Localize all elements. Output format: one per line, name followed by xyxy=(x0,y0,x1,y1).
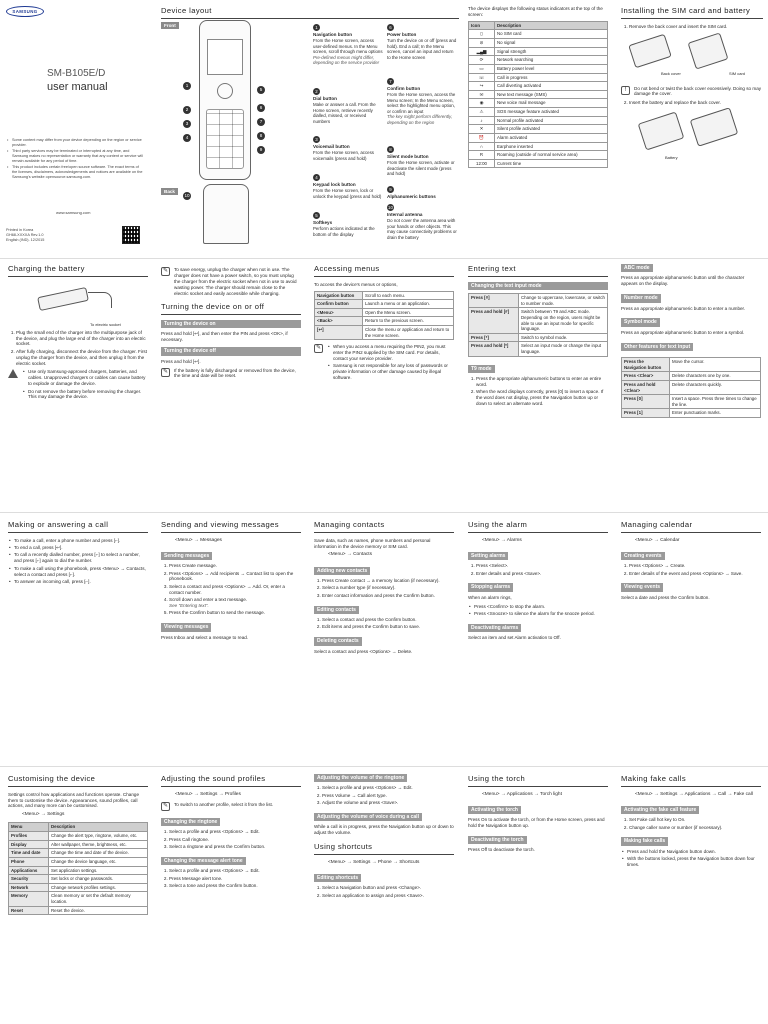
customising-panel: Customising the device Settings control how applications and functions operate. Change them to customise the device. Appearances, sound profiles, call actions, and many more can be customised. <Menu> → Settings Menu Description Profiles Change the alert type, ringtone, volume, etc. Display Alter wallpaper, theme, brightness, etc. Time and date Change the time and date of the device. Phone Change the device language, etc. Applications Set application settings. Security Set locks or change passwords. Network Change network profiles settings. Memory Clean memory or set the default memory location. Reset Reset the device. xyxy=(8,774,148,919)
phone-front-illustration xyxy=(199,20,251,180)
keypad xyxy=(206,109,244,169)
callout-9: 9 xyxy=(257,146,265,154)
device-layout-panel xyxy=(161,6,459,256)
messages-panel: Sending and viewing messages <Menu> → Messages Sending messages 1. Press Create message. 2. Press <Options> → Add recipients → Contact list to open the phonebook. 3. Select a contact and press <Options> → Add. Or, enter a contact number. 4. Scroll down and enter a text message. See "Entering text". 5. Press the Confirm button to send the message. Viewing messages Press Inbox and select a message to read. xyxy=(161,520,301,644)
subsection-bar: Deactivating the torch xyxy=(468,836,527,844)
menu-path: <Menu> → Alarms xyxy=(482,537,522,543)
subsection-bar: Number mode xyxy=(621,294,661,302)
subsection-bar: Deleting contacts xyxy=(314,637,362,645)
settings-table: Menu Description Profiles Change the alert type, ringtone, volume, etc. Display Alter wallpaper, theme, brightness, etc. Time and date Change the time and date of the device. Phone Change the device language, etc. Applications Set application settings. Security Set locks or change passwords. Network Change network profiles settings. Memory Clean memory or set the default memory location. Reset Reset the device. xyxy=(8,822,148,915)
phone-screen xyxy=(207,39,243,75)
other-features-table: Press the Navigation button Move the cursor. Press <Clear> Delete characters one by one. Press and hold <Clear> Delete characters quickly. Press [0] Insert a space. Press three times to change the line. Press [1] Enter punctuation marks. xyxy=(621,357,761,418)
status-table: Icon Description ▯ No SIM card ⊘ No signal ▂▄▆ Signal strength ⟳ Network searching ▭ Battery power level ☏ Call in progress ↪ Call diverting activated ✉ New text message (SMS) ◉ New voice mail message ⚠ SOS message feature activated ♪ Normal profile activated ✕ Silent profile activated ⏰ Alarm activated ∩ Earphone inserted R Roaming (outside of normal service area) 12:00 Current time xyxy=(468,21,608,169)
section-title: Sending and viewing messages xyxy=(161,520,301,533)
subsection-bar: Viewing events xyxy=(621,583,663,591)
item-dial: 2 Dial button Make or answer a call. From the Home screen, retrieve recently dialled, missed, or received numbers xyxy=(313,89,376,124)
callout-1: 1 xyxy=(183,82,191,90)
item-keypad-lock: 4 Keypad lock button From the Home screen, lock or unlock the keypad (press and hold) xyxy=(313,175,382,199)
sim-illustration xyxy=(621,33,763,83)
call-panel: Making or answering a call • To make a call, enter a phone number and press [⌐]. • To end a call, press [↩]. • To call a recently dialled number, press [⌐] to select a number, and press [⌐] again to dial the number. • To make a call using the phonebook, press <Menu> → Contacts, select a contact and press [⌐]. • To answer an incoming call, press [⌐]. xyxy=(8,520,148,588)
item-softkeys: 5 Softkeys Perform actions indicated at the bottom of the display xyxy=(313,213,375,237)
status-icon: ✉ xyxy=(469,90,495,99)
menu-path: <Menu> → Calendar xyxy=(635,537,680,543)
subsection-bar: Sending messages xyxy=(161,552,212,560)
subsection-bar: Making fake calls xyxy=(621,837,668,845)
menus-table: Navigation button Scroll to each menu. Confirm button Launch a menu or an application. <Menu> Open the Menu screen. <Back> Return to the previous screen. [↩] Close the menu or application and return to the Home screen. xyxy=(314,291,454,341)
section-title: Accessing menus xyxy=(314,264,454,277)
subsection-bar: Turning the device on xyxy=(161,320,301,328)
alarm-panel: Using the alarm <Menu> → Alarms Setting alarms 1. Press <Select>. 2. Enter details and press <Save>. Stopping alarms When an alarm rings, • Press <Confirm> to stop the alarm. • Press <Snooze> to silence the alarm for the snooze period. Deactivating alarms Select an item and set Alarm activation to Off. xyxy=(468,520,608,644)
menu-path: <Menu> → Contacts xyxy=(328,552,372,558)
phone-back-illustration xyxy=(203,184,249,244)
section-title: Turning the device on or off xyxy=(161,302,301,315)
callout-8: 8 xyxy=(257,132,265,140)
item-confirm: 7 Confirm button From the Home screen, access the Menu screen; In the Menu screen, select the highlighted menu option, or confirm an input The key might perform differently, depending on the region xyxy=(387,79,456,125)
modes-panel: ABC mode Press an appropriate alphanumeric button until the character appears on the display. Number mode Press an appropriate alphanumeric button to enter a number. Symbol mode Press an appropriate alphanumeric button to enter a symbol. Other features for text input Press the Navigation button Move the cursor. Press <Clear> Delete characters one by one. Press and hold <Clear> Delete characters quickly. Press [0] Insert a space. Press three times to change the line. Press [1] Enter punctuation marks. xyxy=(621,264,761,422)
cover-notes xyxy=(6,138,144,181)
menu-path: <Menu> → Settings xyxy=(22,812,65,818)
note-icon: ✎ xyxy=(162,268,169,274)
phone-back-open-illustration xyxy=(688,32,729,69)
divider xyxy=(0,258,768,259)
sim-panel xyxy=(621,6,763,256)
subsection-bar: Changing the message alert tone xyxy=(161,857,246,865)
caution-note: ! Do not bend or twist the back cover excessively. Doing so may damage the cover. xyxy=(621,86,763,98)
item-alphanumeric: 9 Alphanumeric buttons xyxy=(387,187,436,199)
status-icon: ◉ xyxy=(469,99,495,108)
phone-side-illustration xyxy=(37,287,89,311)
text-input-table: Press [#] Change to uppercase, lowercase, or switch to number mode. Press and hold [#] Switch between T9 and ABC mode. Depending on the region, users might be able to use an input mode for specific language. Press [*] Switch to symbol mode. Press and hold [*] Select an input mode or change the input language. xyxy=(468,293,608,357)
subsection-bar: Turning the device off xyxy=(161,347,301,355)
sound-panel: Adjusting the sound profiles <Menu> → Settings → Profiles ✎ To switch to another profile, select it from the list. Changing the ringtone 1. Select a profile and press <Options> → Edit. 2. Press Call ringtone. 3. Select a ringtone and press the Confirm button. Changing the message alert tone 1. Select a profile and press <Options> → Edit. 2. Press Message alert tone. 3. Select a tone and press the Confirm button. xyxy=(161,774,301,892)
subsection-bar: Creating events xyxy=(621,552,665,560)
subsection-bar: Editing shortcuts xyxy=(314,874,361,882)
status-icon: 12:00 xyxy=(469,159,495,168)
status-icon: ⏰ xyxy=(469,133,495,142)
subsection-bar: ABC mode xyxy=(621,264,653,272)
menu-path: <Menu> → Settings → Phone → Shortcuts xyxy=(328,859,420,865)
section-title: Installing the SIM card and battery xyxy=(621,6,763,19)
energy-note: ✎ To save energy, unplug the charger when not in use. The charger does not have a power switch, so you must unplug the charger from the electric socket when not in use to avoid wasting power. The charger should remain close to the electric socket and easily accessible while charging. xyxy=(162,267,297,296)
charging-step: 1. Plug the small end of the charger into the multipurpose jack of the device, and plug the large end of the charger into an electric socket. xyxy=(16,330,148,348)
callout-5: 5 xyxy=(257,86,265,94)
calendar-panel: Managing calendar <Menu> → Calendar Creating events 1. Press <Options> → Create. 2. Enter details of the event and press <Options> → Save. Viewing events Select a date and press the Confirm button. xyxy=(621,520,761,604)
subsection-bar: Activating the fake call feature xyxy=(621,806,699,814)
back-label: Back xyxy=(161,188,178,195)
status-icon: ⟳ xyxy=(469,56,495,65)
samsung-logo: SAMSUNG xyxy=(6,6,44,17)
section-title: Using shortcuts xyxy=(314,842,454,855)
section-title: Managing calendar xyxy=(621,520,761,533)
note-icon: ✎ xyxy=(315,345,322,352)
section-title: Adjusting the sound profiles xyxy=(161,774,301,787)
divider xyxy=(0,766,768,767)
section-title: Using the alarm xyxy=(468,520,608,533)
note-icon: ✎ xyxy=(162,802,169,809)
callout-7: 7 xyxy=(257,118,265,126)
subsection-bar: Adding new contacts xyxy=(314,567,370,575)
item-antenna: 10 Internal antenna Do not cover the antenna area with your hands or other objects. This may cause connectivity problems or drain the battery xyxy=(387,205,457,240)
section-title: Making fake calls xyxy=(621,774,761,787)
section-title: Using the torch xyxy=(468,774,608,787)
status-icon: ∩ xyxy=(469,142,495,151)
sim-card-label: SIM card xyxy=(729,70,746,76)
cover-replace-illustration xyxy=(690,107,739,147)
subsection-bar: Setting alarms xyxy=(468,552,508,560)
section-title: Managing contacts xyxy=(314,520,454,533)
socket-label: To electric socket xyxy=(90,321,121,327)
subsection-bar: Changing the text input mode xyxy=(468,282,608,290)
section-title: Charging the battery xyxy=(8,264,148,277)
subsection-bar: Symbol mode xyxy=(621,318,660,326)
pin-note: ✎ • When you access a menu requiring the PIN2, you must enter the PIN2 supplied by the SIM card. For details, contact your service provider. • Samsung is not responsible for any loss of passwords or private information or other damage caused by illegal software. xyxy=(314,344,454,385)
section-title: Customising the device xyxy=(8,774,148,787)
note-icon: ✎ xyxy=(162,368,169,375)
sim-step: 1. Remove the back cover and insert the SIM card. xyxy=(629,24,763,30)
cable-illustration xyxy=(88,292,112,308)
status-icon: ▭ xyxy=(469,64,495,73)
menu-path: <Menu> → Settings → Profiles xyxy=(175,791,241,797)
volume-panel: Adjusting the volume of the ringtone 1. Select a profile and press <Options> → Edit. 2. Press Volume → Call alert type. 3. Adjust the volume and press <Save>. Adjusting the volume of voice during a call While a call is in progress, press the Navigation button up or down to adjust the volume. Using shortcuts <Menu> → Settings → Phone → Shortcuts Editing shortcuts 1. Select a Navigation button and press <Change>. 2. Select an application to assign and press <Save>. xyxy=(314,774,454,902)
reset-note: ✎ If the battery is fully discharged or removed from the device, the time and date will be reset. xyxy=(162,367,296,379)
torch-panel: Using the torch <Menu> → Applications → Torch light Activating the torch Press On to activate the torch, or from the Home screen, press and hold the Navigation button up. Deactivating the torch Press Off to deactivate the torch. xyxy=(468,774,608,856)
item-power: 6 Power button Turn the device on or off (press and hold). End a call; In the Menu screen, cancel an input and return to the Home screen xyxy=(387,25,457,60)
item-voicemail: 3 Voicemail button From the Home screen, access voicemails (press and hold) xyxy=(313,137,375,161)
subsection-bar: Viewing messages xyxy=(161,623,211,631)
status-icon: ✕ xyxy=(469,125,495,134)
status-intro: The device displays the following status indicators at the top of the screen: xyxy=(468,6,603,17)
section-title: Device layout xyxy=(161,6,459,19)
turning-panel: ✎ To save energy, unplug the charger when not in use. The charger does not have a power switch, so you must unplug the charger from the electric socket when not in use to avoid wasting power. The charger should remain close to the electric socket and easily accessible while charging. Turning the device on or off Turning the device on Press and hold [↩], and then enter the PIN and press <OK>, if necessary. Turning the device off Press and hold [↩]. ✎ If the battery is fully discharged or removed from the device, the time and date will be reset. xyxy=(161,264,301,382)
status-icon: ⚠ xyxy=(469,108,495,117)
subsection-bar: Changing the ringtone xyxy=(161,818,220,826)
contacts-panel: Managing contacts Save data, such as names, phone numbers and personal information in the device memory or SIM card. <Menu> → Contacts Adding new contacts 1. Press Create contact → a memory location (if necessary). 2. Select a number type (if necessary). 3. Enter contact information and press the Confirm button. Editing contacts 1. Select a contact and press the Confirm button. 2. Edit items and press the Confirm button to save. Deleting contacts Select a contact and press <Options> → Delete. xyxy=(314,520,454,658)
status-icon: ♪ xyxy=(469,116,495,125)
battery-illustration xyxy=(621,109,763,169)
battery-label: Battery xyxy=(665,155,678,161)
subsection-bar: Stopping alarms xyxy=(468,583,513,591)
cover-panel xyxy=(0,0,152,256)
status-icon: ▯ xyxy=(469,30,495,39)
charging-step: 2. After fully charging, disconnect the device from the charger. First unplug the charger from the device, and then unplug it from the electric socket. xyxy=(16,349,148,367)
charger-illustration xyxy=(8,282,148,330)
menu-path: <Menu> → Messages xyxy=(175,537,222,543)
manual-title: user manual xyxy=(47,81,108,93)
profile-note: ✎ To switch to another profile, select it from the list. xyxy=(162,801,274,809)
text-panel: Entering text Changing the text input mode Press [#] Change to uppercase, lowercase, or switch to number mode. Press and hold [#] Switch between T9 and ABC mode. Depending on the region, users might be able to use an input mode for specific language. Press [*] Switch to symbol mode. Press and hold [*] Select an input mode or change the input language. T9 mode 1. Press the appropriate alphanumeric buttons to enter an entire word. 2. When the word displays correctly, press [0] to insert a space. If the word does not display, press the Navigation button up or down to select an alternate word. xyxy=(468,264,608,410)
subsection-bar: Editing contacts xyxy=(314,606,359,614)
warning-icon xyxy=(8,369,18,378)
subsection-bar: Deactivating alarms xyxy=(468,624,521,632)
callout-3: 3 xyxy=(183,120,191,128)
section-title: Making or answering a call xyxy=(8,520,148,533)
fake-call-panel: Making fake calls <Menu> → Settings → Applications → Call → Fake call Activating the fake call feature 1. Set Fake call hot key to On. 2. Change caller name or number (if necessary). Making fake calls • Press and hold the Navigation button down. • With the buttons locked, press the Navigation button down four times. xyxy=(621,774,761,871)
cover-note: • Some content may differ from your device depending on the region or service provider. xyxy=(12,138,144,148)
callout-10: 10 xyxy=(184,193,190,198)
callout-4: 4 xyxy=(183,134,191,142)
menus-panel: Accessing menus To access the device's menus or options, Navigation button Scroll to each menu. Confirm button Launch a menu or an application. <Menu> Open the Menu screen. <Back> Return to the previous screen. [↩] Close the menu or application and return to the Home screen. ✎ • When you access a menu requiring the PIN2, you must enter the PIN2 supplied by the SIM card. For details, contact your service provider. • Samsung is not responsible for any loss of passwords or private information or other damage caused by illegal software. xyxy=(314,264,454,389)
model-number: SM-B105E/D xyxy=(47,68,106,79)
callout-6: 6 xyxy=(257,104,265,112)
status-icon: ▂▄▆ xyxy=(469,47,495,56)
back-cover-illustration xyxy=(628,33,672,68)
status-icon: ↪ xyxy=(469,82,495,91)
status-icon: ⊘ xyxy=(469,39,495,48)
menu-path: <Menu> → Applications → Torch light xyxy=(482,791,562,797)
callout-2: 2 xyxy=(183,106,191,114)
qr-code-icon xyxy=(122,226,140,244)
sim-step: 2. Insert the battery and replace the back cover. xyxy=(629,100,763,106)
subsection-bar: T9 mode xyxy=(468,365,495,373)
back-cover-label: Back cover xyxy=(661,70,681,76)
nav-key xyxy=(217,83,233,99)
website[interactable]: www.samsung.com xyxy=(56,210,91,215)
divider xyxy=(0,512,768,513)
subsection-bar: Activating the torch xyxy=(468,806,521,814)
status-icon: R xyxy=(469,151,495,160)
front-label: Front xyxy=(161,22,179,29)
cover-note: • Third party services may be terminated or interrupted at any time, and Samsung makes no representation or warranty that any content or service will remain available for any period of time. xyxy=(12,149,144,164)
warning-note: • Use only Samsung-approved chargers, batteries, and cables. Unapproved chargers or cables can cause battery to explode or damage the device. • Do not remove the battery before removing the charger. This may damage the device. xyxy=(8,369,148,404)
menu-path: <Menu> → Settings → Applications → Call → Fake call xyxy=(635,791,753,797)
subsection-bar: Other features for text input xyxy=(621,343,693,351)
section-title: Entering text xyxy=(468,264,608,277)
phone-battery-illustration xyxy=(638,112,685,151)
item-silent: 8 Silent mode button From the Home screen, activate or deactivate the silent mode (press and hold) xyxy=(387,147,455,177)
status-panel xyxy=(468,6,608,172)
subsection-bar: Adjusting the volume of the ringtone xyxy=(314,774,407,782)
cover-note: • This product includes certain free/open source software. The exact terms of the licenses, disclaimers, acknowledgements and notices are available on the Samsung's website opensource.samsung.com. xyxy=(12,165,144,180)
caution-icon: ! xyxy=(621,86,630,95)
status-icon: ☏ xyxy=(469,73,495,82)
printed-info: Printed in Korea GH68-XXXXA Rev.1.0 English (IND). 12/2015 xyxy=(6,228,45,242)
charging-panel xyxy=(8,264,148,408)
item-navigation: 1 Navigation button From the Home screen, access user-defined menus. In the Menu screen, scroll through menu options Pre-defined menus might differ, depending on the service provider xyxy=(313,25,383,66)
subsection-bar: Adjusting the volume of voice during a call xyxy=(314,813,422,821)
